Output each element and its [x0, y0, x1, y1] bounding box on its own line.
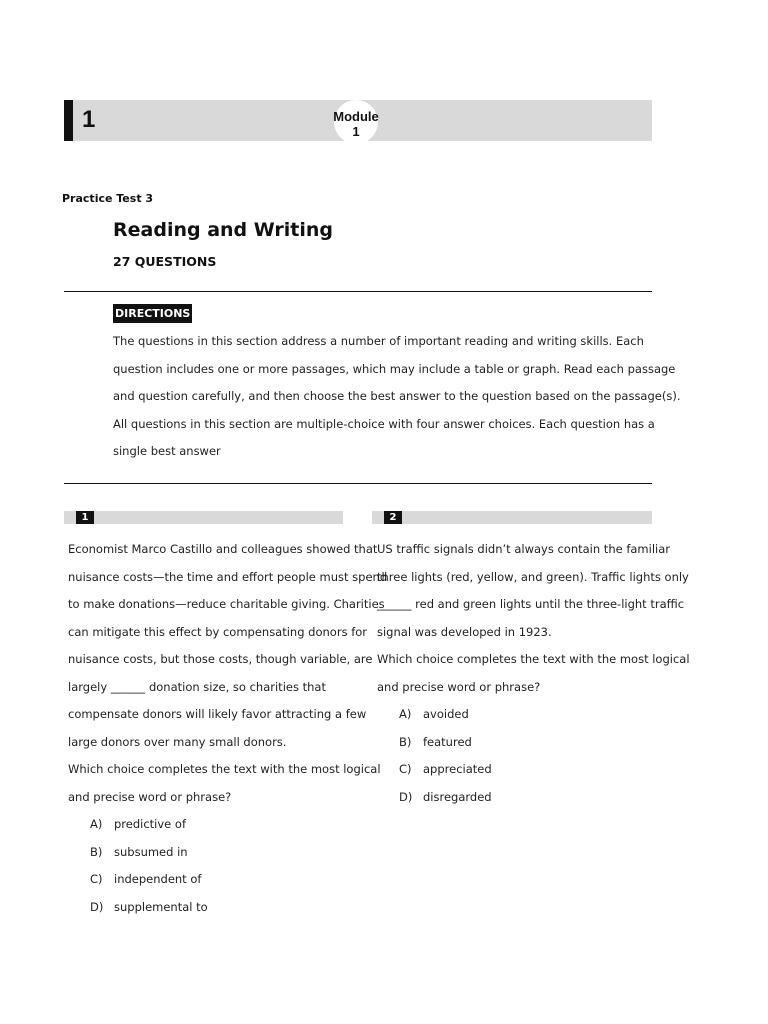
banner-module-number: 1: [82, 106, 96, 133]
choice-letter: A): [399, 707, 412, 721]
choice-text: avoided: [423, 707, 469, 721]
question-1-body: [68, 536, 388, 921]
passage-line: to make donations—reduce charitable giving. Charities: [68, 597, 385, 611]
question-2-body: [377, 536, 690, 811]
directions-text: [113, 328, 681, 466]
choice-letter: B): [399, 734, 412, 749]
passage-line: US traffic signals didn’t always contain the familiar: [377, 542, 670, 556]
module-label-number: 1: [352, 124, 360, 139]
directions-line: The questions in this section address a number of important reading and writing skills. Each: [113, 334, 644, 348]
banner-accent-bar: [64, 100, 73, 141]
question-1-number: 1: [76, 511, 94, 524]
choice-letter: C): [399, 762, 412, 776]
directions-line: single best answer: [113, 444, 221, 458]
passage-line: compensate donors will likely favor attracting a few: [68, 707, 367, 721]
answer-choice-b[interactable]: [68, 839, 368, 867]
choice-text: disregarded: [423, 789, 492, 804]
choice-text: predictive of: [114, 817, 186, 831]
choice-letter: B): [90, 844, 103, 859]
choice-text: featured: [423, 734, 472, 749]
section-title: Reading and Writing: [113, 219, 333, 241]
passage-line: Economist Marco Castillo and colleagues showed that: [68, 542, 378, 556]
practice-test-label: Practice Test 3: [62, 192, 154, 205]
question-1-header: [64, 511, 343, 524]
passage-line: can mitigate this effect by compensating donors for: [68, 624, 368, 639]
passage-line: nuisance costs—the time and effort people must spend: [68, 569, 388, 584]
passage-line: signal was developed in 1923.: [377, 624, 552, 639]
module-label-text: Module: [333, 109, 379, 124]
module-banner: [64, 100, 652, 141]
answer-choice-d[interactable]: [68, 894, 368, 922]
directions-label: DIRECTIONS: [113, 304, 192, 323]
module-label: [314, 109, 398, 139]
question-2-header: [372, 511, 652, 524]
choice-letter: A): [90, 817, 103, 831]
answer-choice-c[interactable]: [377, 756, 677, 784]
choice-text: independent of: [114, 872, 202, 886]
prompt-line: Which choice completes the text with the most logical: [377, 652, 690, 666]
answer-choice-c[interactable]: [68, 866, 368, 894]
directions-line: and question carefully, and then choose the best answer to the question based on the passage(s).: [113, 389, 681, 403]
passage-line: three lights (red, yellow, and green). Traffic lights only: [377, 569, 689, 584]
choice-text: subsumed in: [114, 844, 188, 859]
choice-letter: D): [90, 899, 104, 914]
choice-text: supplemental to: [114, 899, 208, 914]
divider-bottom: [64, 483, 652, 484]
prompt-line: and precise word or phrase?: [377, 679, 541, 694]
answer-choice-a[interactable]: [377, 701, 677, 729]
passage-line: nuisance costs, but those costs, though variable, are: [68, 652, 373, 666]
passage-line: largely ______ donation size, so charities that: [68, 679, 326, 694]
divider-top: [64, 291, 652, 292]
answer-choice-a[interactable]: [68, 811, 368, 839]
prompt-line: Which choice completes the text with the most logical: [68, 762, 381, 776]
answer-choice-b[interactable]: [377, 729, 677, 757]
choice-letter: C): [90, 872, 103, 886]
directions-line: question includes one or more passages, which may include a table or graph. Read each passage: [113, 361, 676, 376]
prompt-line: and precise word or phrase?: [68, 789, 232, 804]
answer-choice-d[interactable]: [377, 784, 677, 812]
question-count: 27 QUESTIONS: [113, 254, 217, 269]
passage-line: ______ red and green lights until the three-light traffic: [377, 597, 685, 611]
question-2-number: 2: [384, 511, 402, 524]
directions-line: All questions in this section are multiple-choice with four answer choices. Each question has a: [113, 416, 655, 431]
choice-letter: D): [399, 789, 413, 804]
passage-line: large donors over many small donors.: [68, 734, 287, 749]
choice-text: appreciated: [423, 762, 492, 776]
